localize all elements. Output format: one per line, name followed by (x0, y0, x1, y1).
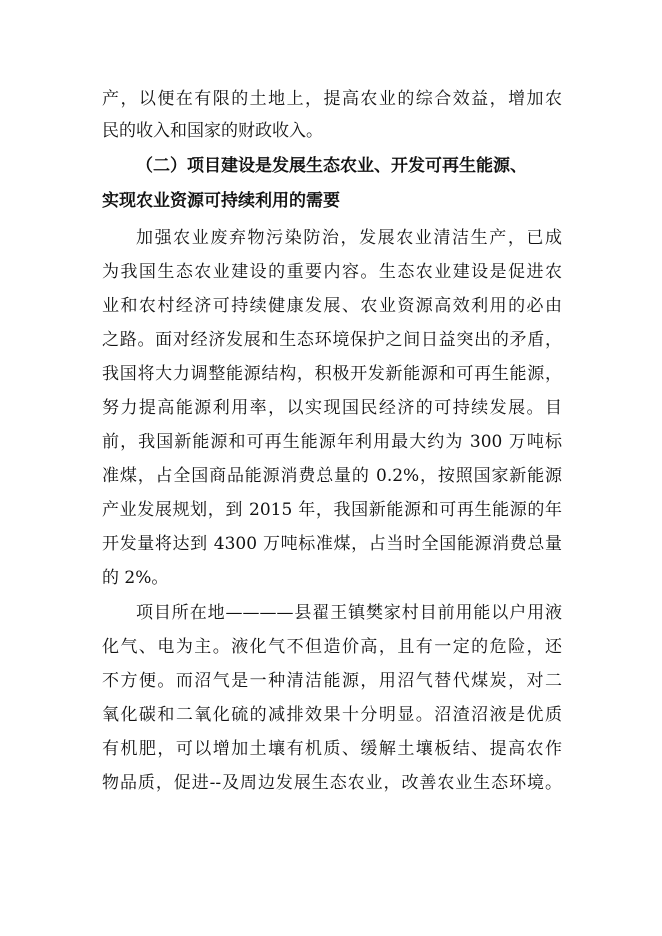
text-line: 项目所在地————县翟王镇樊家村目前用能以户用液 (136, 603, 562, 623)
text-line: 化气、电为主。液化气不但造价高，且有一定的危险，还 (102, 637, 562, 657)
text-line: 前，我国新能源和可再生能源年利用最大约为 300 万吨标 (102, 432, 562, 452)
text-line: 不方便。而沼气是一种清洁能源，用沼气替代煤炭，对二 (102, 671, 562, 691)
text-line: 产业发展规划，到 2015 年，我国新能源和可再生能源的年 (102, 500, 562, 520)
text-line: 产，以便在有限的土地上，提高农业的综合效益，增加农 (102, 89, 562, 109)
text-line: 准煤，占全国商品能源消费总量的 0.2%，按照国家新能源 (102, 466, 562, 486)
text-line: 加强农业废弃物污染防治，发展农业清洁生产，已成 (136, 228, 562, 248)
text-line: 民的收入和国家的财政收入。 (102, 121, 323, 141)
text-line: 努力提高能源利用率，以实现国民经济的可持续发展。目 (102, 398, 562, 418)
text-line: 我国将大力调整能源结构，积极开发新能源和可再生能源， (102, 364, 562, 384)
heading-line: （二）项目建设是发展生态农业、开发可再生能源、 (136, 156, 527, 176)
text-line: 为我国生态农业建设的重要内容。生态农业建设是促进农 (102, 262, 562, 282)
text-line: 之路。面对经济发展和生态环境保护之间日益突出的矛盾， (102, 330, 562, 350)
text-line: 氧化碳和二氧化硫的减排效果十分明显。沼渣沼液是优质 (102, 705, 562, 725)
text-line: 的 2%。 (102, 568, 169, 588)
heading-line: 实现农业资源可持续利用的需要 (102, 191, 340, 211)
text-line: 开发量将达到 4300 万吨标准煤，占当时全国能源消费总量 (102, 534, 562, 554)
text-line: 物品质，促进--及周边发展生态农业，改善农业生态环境。 (102, 773, 562, 793)
text-line: 业和农村经济可持续健康发展、农业资源高效利用的必由 (102, 296, 562, 316)
text-line: 有机肥，可以增加土壤有机质、缓解土壤板结、提高农作 (102, 739, 562, 759)
